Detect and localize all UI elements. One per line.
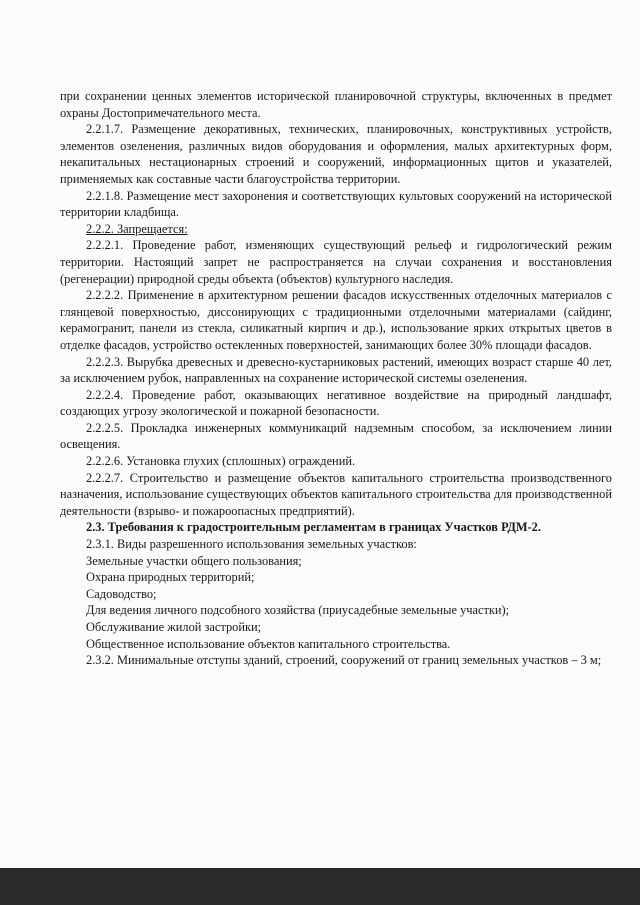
underlined-heading: 2.2.2. Запрещается:: [86, 221, 188, 236]
paragraph-2-2-2-3: 2.2.2.3. Вырубка древесных и древесно-кустарниковых растений, имеющих возраст старше 40 лет, за исключением рубок, направленных на сохранение исторической системы озеленения.: [60, 354, 612, 386]
paragraph-2-2-2-1: 2.2.2.1. Проведение работ, изменяющих существующий рельеф и гидрологический режим территории. Настоящий запрет не распространяется на случаи сохранения и восстановления (регенерации) природной среды объекта (объектов) культурного наследия.: [60, 238, 612, 286]
paragraph-continuation: при сохранении ценных элементов исторической планировочной структуры, включенных в предмет охраны Достопримечательного места.: [60, 89, 612, 120]
paragraph-2-2-2-7: 2.2.2.7. Строительство и размещение объектов капитального строительства производственного назначения, использование существующих объектов капитального строительства для производственной деятельности (взрыво- и пожароопасных предприятий).: [60, 470, 612, 518]
section-heading-2-3: 2.3. Требования к градостроительным регламентам в границах Участков РДМ-2.: [86, 520, 541, 535]
list-item: Общественное использование объектов капитального строительства.: [86, 636, 451, 651]
paragraph-2-2-1-7: 2.2.1.7. Размещение декоративных, технических, планировочных, конструктивных устройств, элементов озеленения, различных видов оборудования и оформления, малых архитектурных форм, некапитальных нестационарных строений и сооружений, информационных щитов и указателей, применяемых как составные части благоустройства территории.: [60, 122, 612, 186]
paragraph-2-3-2: 2.3.2. Минимальные отступы зданий, строений, сооружений от границ земельных участков – 3 м;: [86, 653, 602, 668]
list-item: Для ведения личного подсобного хозяйства (приусадебные земельные участки);: [86, 603, 510, 618]
paragraph-2-2-1-8: 2.2.1.8. Размещение мест захоронения и соответствующих культовых сооружений на исторической территории кладбища.: [60, 188, 612, 220]
paragraph-2-2-2-2: 2.2.2.2. Применение в архитектурном решении фасадов искусственных отделочных материалов с глянцевой поверхностью, диссонирующих с традиционными отделочными материалами (сайдинг, керамогранит, панели из стекла, силикатный кирпич и др.), использование ярких открытых цветов в отделке фасадов, устройство остекленных поверхностей, занимающих более 30% площади фасадов.: [60, 288, 612, 352]
section-heading-prohibited: [60, 221, 612, 238]
list-item: Садоводство;: [86, 586, 157, 601]
paragraph-2-3-1: 2.3.1. Виды разрешенного использования земельных участков:: [86, 537, 417, 552]
list-item: Охрана природных территорий;: [86, 570, 255, 585]
document-text: [60, 88, 612, 669]
list-item: Обслуживание жилой застройки;: [86, 620, 262, 634]
paragraph-2-2-2-6: 2.2.2.6. Установка глухих (сплошных) ограждений.: [86, 454, 356, 469]
paragraph-2-2-2-4: 2.2.2.4. Проведение работ, оказывающих негативное воздействие на природный ландшафт, создающих угрозу экологической и пожарной безопасности.: [60, 387, 612, 419]
list-item: Земельные участки общего пользования;: [86, 553, 302, 568]
scan-edge-bar: [0, 868, 640, 905]
paragraph-2-2-2-5: 2.2.2.5. Прокладка инженерных коммуникаций надземным способом, за исключением линии освещения.: [60, 420, 612, 452]
